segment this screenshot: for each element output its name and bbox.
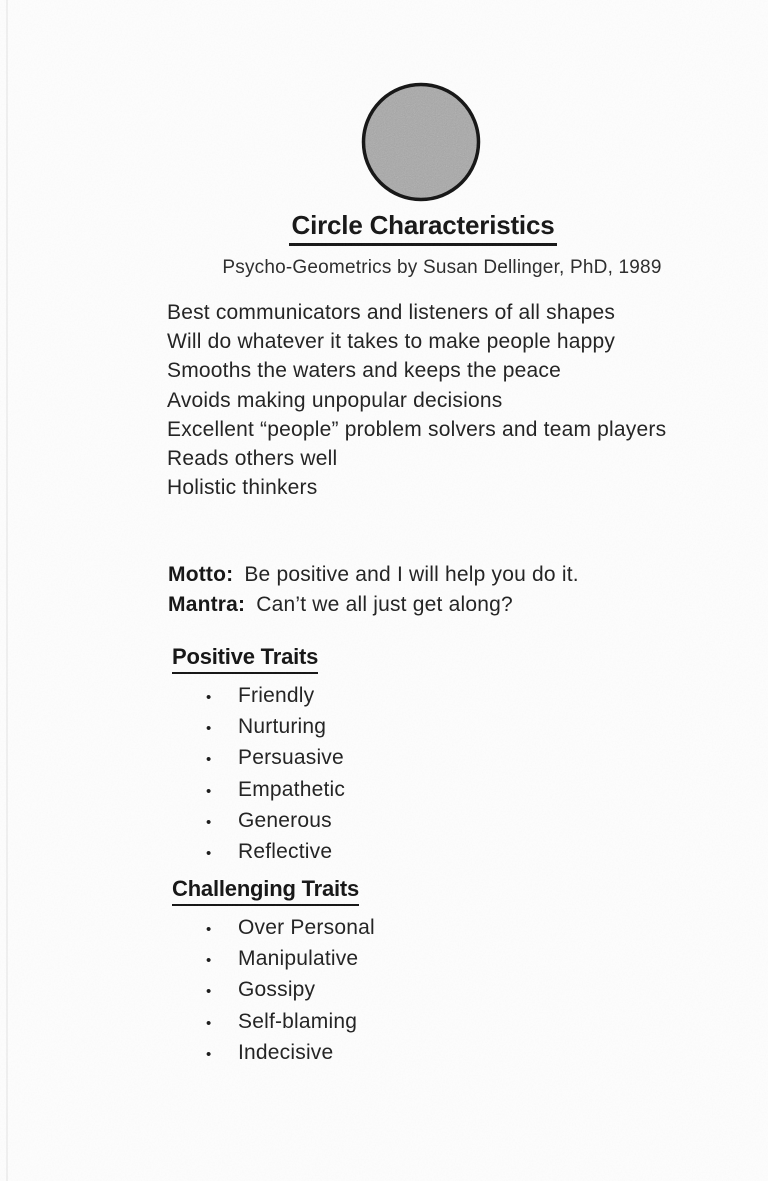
characteristic-line — [167, 444, 689, 473]
characteristic-text: Will do whatever it takes to make people happy — [167, 330, 616, 354]
motto-line — [168, 560, 579, 590]
bullet-icon: • — [206, 813, 212, 831]
trait-item — [172, 806, 345, 837]
mantra-text: Can’t we all just get along? — [256, 592, 513, 616]
trait-label: Reflective — [238, 840, 333, 864]
page-title: Circle Characteristics — [289, 210, 558, 246]
trait-label: Persuasive — [238, 746, 344, 770]
positive-traits-section — [172, 644, 345, 868]
mantra-label: Mantra: — [168, 592, 246, 616]
trait-label: Self-blaming — [238, 1009, 358, 1033]
trait-item — [172, 775, 345, 806]
trait-item — [172, 681, 345, 712]
characteristic-text: Holistic thinkers — [167, 476, 318, 500]
characteristics-list — [167, 298, 689, 502]
scan-artifact-left-streak — [6, 0, 8, 1181]
characteristic-line — [167, 415, 689, 444]
trait-item — [172, 837, 345, 868]
characteristic-line — [167, 356, 689, 385]
characteristic-line — [167, 298, 689, 327]
challenging-traits-section — [172, 876, 375, 1069]
trait-label: Generous — [238, 808, 332, 832]
circle-shape-svg — [360, 81, 482, 203]
positive-traits-heading: Positive Traits — [172, 644, 318, 674]
bullet-icon: • — [206, 845, 212, 863]
bullet-icon: • — [206, 952, 212, 970]
trait-item — [172, 1007, 375, 1038]
bullet-icon: • — [206, 983, 212, 1001]
trait-label: Empathetic — [238, 777, 346, 801]
trait-label: Gossipy — [238, 978, 316, 1002]
page-title-row — [0, 210, 768, 246]
characteristic-text: Smooths the waters and keeps the peace — [167, 359, 562, 383]
page-subtitle: Psycho-Geometrics by Susan Dellinger, PhD, 1989 — [222, 257, 662, 278]
characteristic-text: Reads others well — [167, 447, 338, 471]
bullet-icon: • — [206, 1045, 212, 1063]
trait-label: Indecisive — [238, 1040, 334, 1064]
bullet-icon: • — [206, 689, 212, 706]
trait-item — [172, 1038, 375, 1069]
trait-item — [172, 743, 345, 774]
trait-label: Over Personal — [238, 916, 375, 939]
characteristic-line — [167, 473, 689, 502]
trait-label: Friendly — [238, 684, 315, 707]
trait-item — [172, 712, 345, 743]
characteristic-text: Excellent “people” problem solvers and team players — [167, 417, 667, 441]
characteristic-line — [167, 386, 689, 415]
bullet-icon: • — [206, 1014, 212, 1032]
trait-item — [172, 944, 375, 975]
characteristic-text: Avoids making unpopular decisions — [167, 388, 503, 412]
characteristic-line — [167, 327, 689, 356]
motto-text: Be positive and I will help you do it. — [244, 563, 579, 586]
trait-label: Manipulative — [238, 947, 359, 971]
bullet-icon: • — [206, 921, 212, 938]
positive-traits-list — [172, 681, 345, 868]
motto-label: Motto: — [168, 563, 234, 586]
circle-shape-graphic — [360, 81, 482, 203]
mantra-line — [168, 590, 579, 620]
bullet-icon: • — [206, 751, 212, 769]
challenging-traits-list — [172, 913, 375, 1069]
challenging-traits-heading: Challenging Traits — [172, 876, 359, 906]
characteristic-text: Best communicators and listeners of all shapes — [167, 301, 616, 324]
motto-mantra-block — [168, 560, 579, 619]
bullet-icon: • — [206, 782, 212, 800]
trait-item — [172, 975, 375, 1006]
trait-label: Nurturing — [238, 715, 327, 739]
page-subtitle-row — [0, 257, 768, 279]
trait-item — [172, 913, 375, 944]
bullet-icon: • — [206, 720, 212, 738]
